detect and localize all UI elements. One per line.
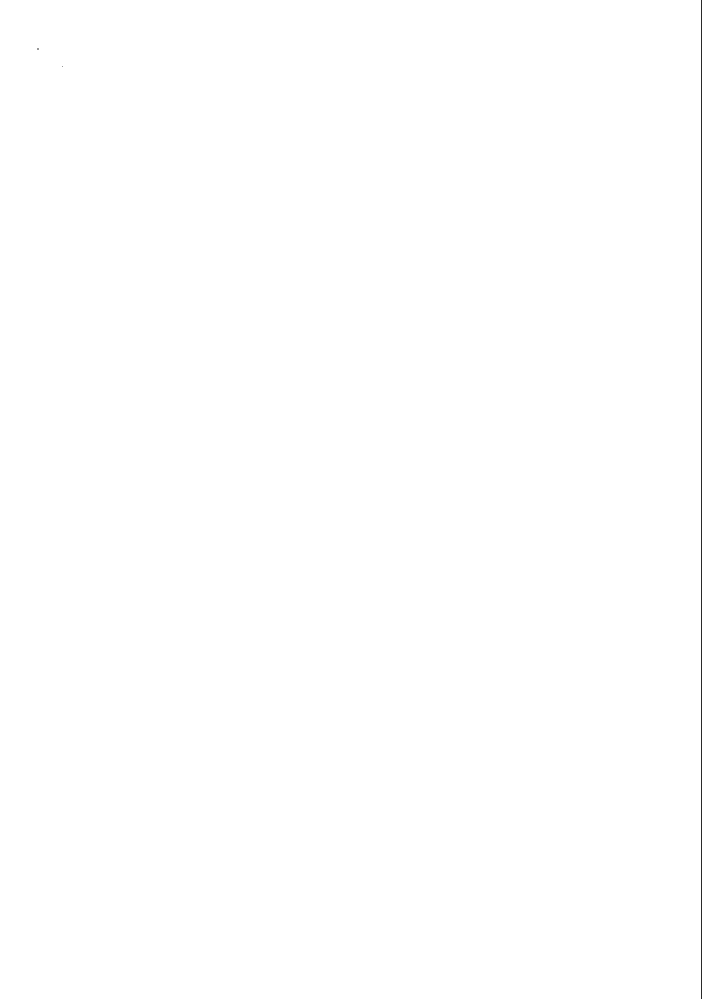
scan-edge-line <box>701 0 702 999</box>
spacer <box>0 12 700 30</box>
document-content <box>0 12 700 49</box>
spacer <box>0 30 700 48</box>
scan-speck <box>62 66 63 67</box>
